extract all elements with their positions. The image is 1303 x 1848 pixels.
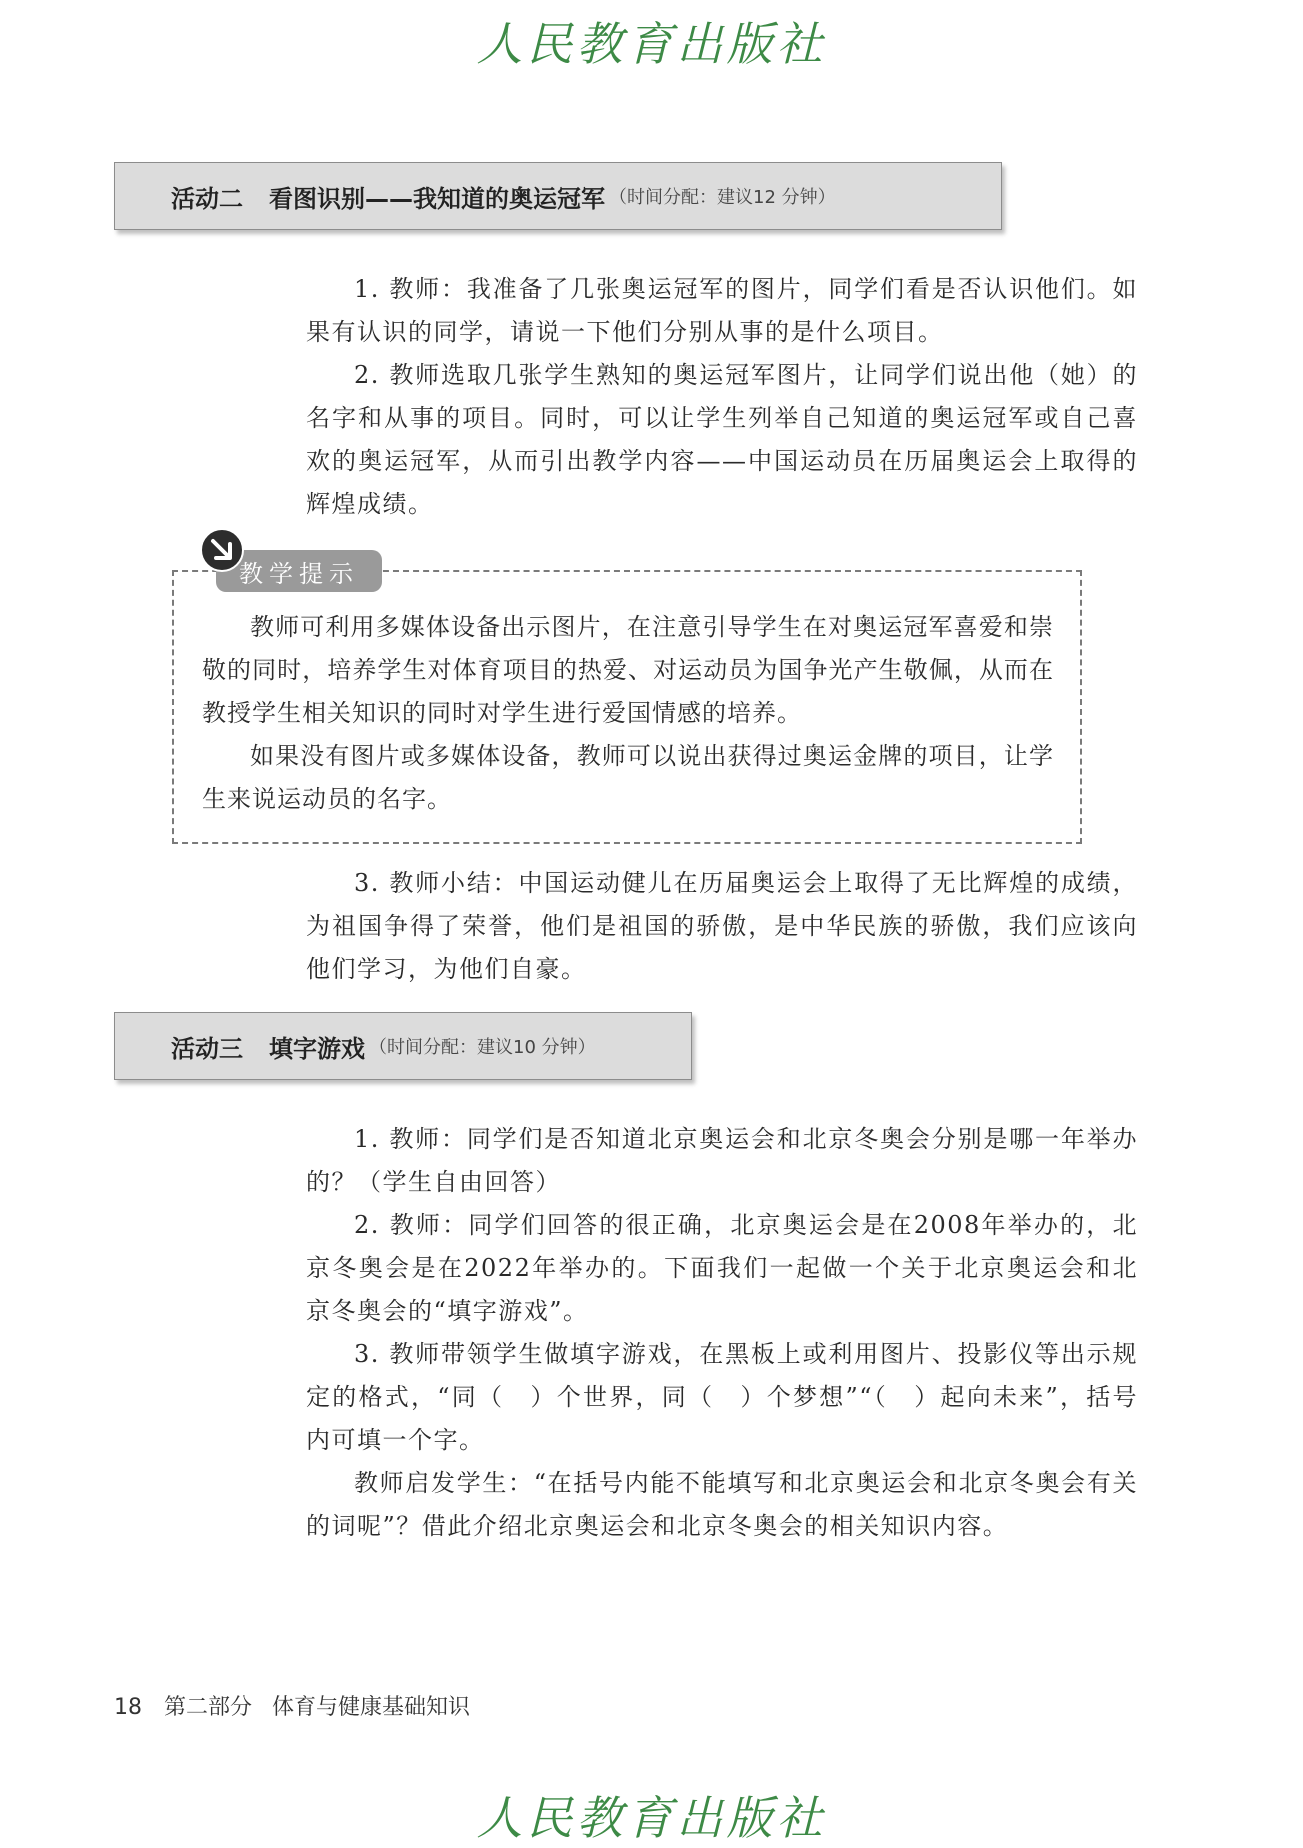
- activity2-summary-block: [306, 862, 1138, 991]
- teaching-tip-label: 教学提示: [216, 550, 382, 592]
- paragraph: 如果没有图片或多媒体设备，教师可以说出获得过奥运金牌的项目，让学生来说运动员的名字。: [202, 742, 1054, 813]
- paragraph: 2. 教师：同学们回答的很正确，北京奥运会是在2008年举办的，北京冬奥会是在2022年举办的。下面我们一起做一个关于北京奥运会和北京冬奥会的“填字游戏”。: [306, 1211, 1138, 1325]
- page-number: 18: [114, 1695, 142, 1720]
- publisher-logo-top: 人民教育出版社: [476, 17, 827, 71]
- activity3-title: 活动三 填字游戏: [171, 1034, 365, 1063]
- activity2-time-note: （时间分配：建议12 分钟）: [609, 187, 836, 208]
- footer-section: 体育与健康基础知识: [272, 1695, 471, 1720]
- activity3-header: [114, 1012, 692, 1080]
- activity3-body: [306, 1118, 1138, 1548]
- page-footer: [114, 1690, 470, 1721]
- arrow-down-right-icon: [200, 528, 244, 572]
- paragraph: 3. 教师带领学生做填字游戏，在黑板上或利用图片、投影仪等出示规定的格式，“同（ ）个世界，同（ ）个梦想”“（ ）起向未来”，括号内可填一个字。: [306, 1340, 1138, 1454]
- activity3-time-note: （时间分配：建议10 分钟）: [369, 1037, 596, 1058]
- paragraph: 1. 教师：我准备了几张奥运冠军的图片，同学们看是否认识他们。如果有认识的同学，请说一下他们分别从事的是什么项目。: [306, 275, 1138, 346]
- activity2-body: [306, 268, 1138, 526]
- publisher-logo-bottom: 人民教育出版社: [476, 1791, 827, 1845]
- paragraph: 3. 教师小结：中国运动健儿在历届奥运会上取得了无比辉煌的成绩，为祖国争得了荣誉，他们是祖国的骄傲，是中华民族的骄傲，我们应该向他们学习，为他们自豪。: [306, 869, 1138, 983]
- activity2-header: [114, 162, 1002, 230]
- activity2-title: 活动二 看图识别——我知道的奥运冠军: [171, 184, 605, 213]
- teaching-tip-text: [202, 606, 1054, 821]
- paragraph: 2. 教师选取几张学生熟知的奥运冠军图片，让同学们说出他（她）的名字和从事的项目。同时，可以让学生列举自己知道的奥运冠军或自己喜欢的奥运冠军，从而引出教学内容——中国运动员在历届奥运会上取得的辉煌成绩。: [306, 361, 1138, 518]
- paragraph: 1. 教师：同学们是否知道北京奥运会和北京冬奥会分别是哪一年举办的？（学生自由回答）: [306, 1125, 1138, 1196]
- paragraph: 教师启发学生：“在括号内能不能填写和北京奥运会和北京冬奥会有关的词呢”？借此介绍北京奥运会和北京冬奥会的相关知识内容。: [306, 1469, 1138, 1540]
- footer-part: 第二部分: [164, 1695, 253, 1720]
- paragraph: 教师可利用多媒体设备出示图片，在注意引导学生在对奥运冠军喜爱和崇敬的同时，培养学生对体育项目的热爱、对运动员为国争光产生敬佩，从而在教授学生相关知识的同时对学生进行爱国情感的培养。: [202, 613, 1054, 727]
